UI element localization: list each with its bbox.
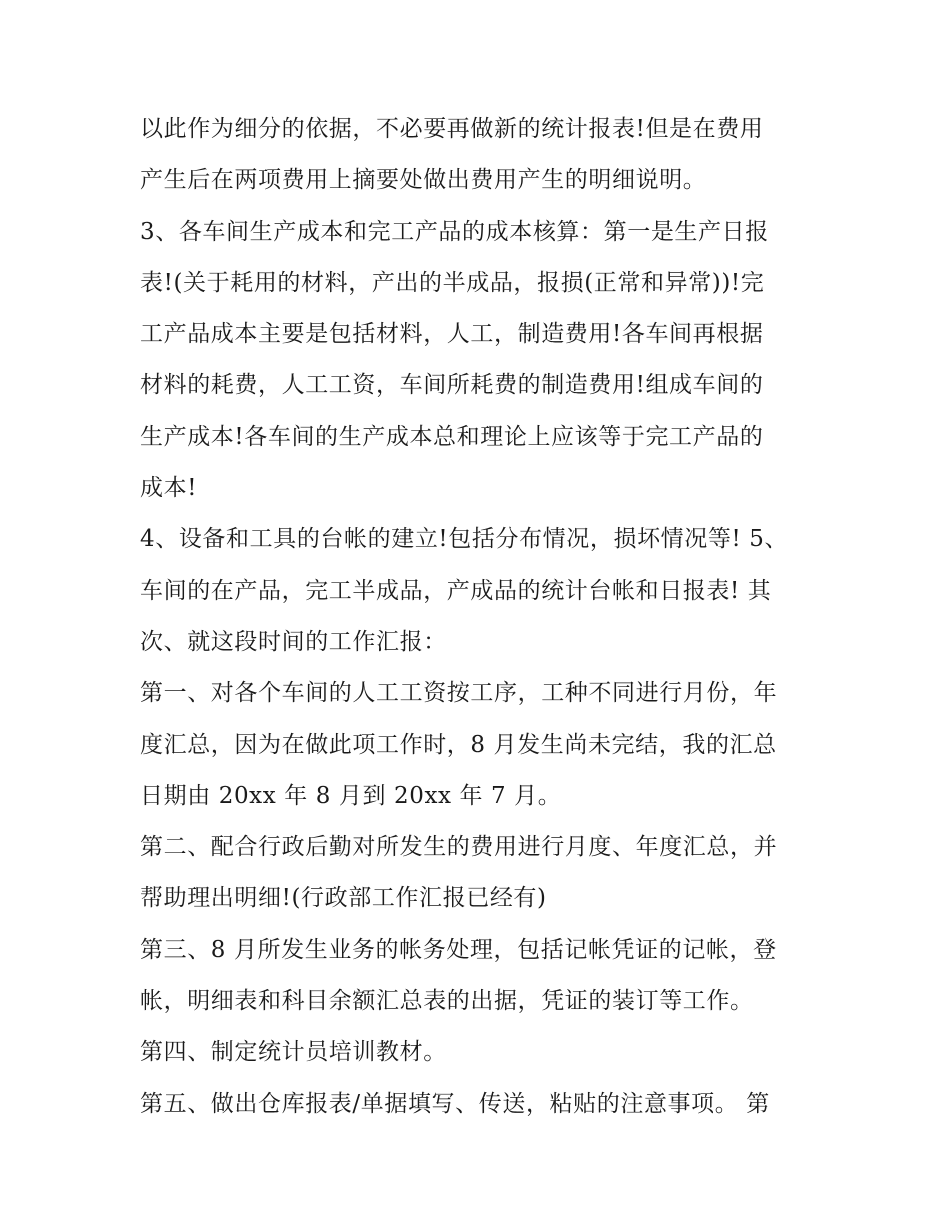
text-line: 材料的耗费，人工工资，车间所耗费的制造费用!组成车间的 — [140, 372, 764, 399]
text-line: 4、设备和工具的台帐的建立!包括分布情况，损坏情况等! 5、 — [140, 526, 789, 553]
text-line: 第四、制定统计员培训教材。 — [140, 1039, 447, 1066]
text-line: 车间的在产品，完工半成品，产成品的统计台帐和日报表! 其 — [140, 577, 772, 604]
text-line: 第一、对各个车间的人工工资按工序，工种不同进行月份，年 — [140, 680, 778, 707]
text-line: 成本! — [140, 475, 198, 502]
body-text — [140, 104, 820, 1130]
text-line: 3、各车间生产成本和完工产品的成本核算：第一是生产日报 — [140, 218, 769, 245]
text-line: 度汇总，因为在做此项工作时，8 月发生尚未完结，我的汇总 — [140, 731, 777, 758]
text-line: 表!(关于耗用的材料，产出的半成品，报损(正常和异常))!完 — [140, 269, 765, 296]
text-line: 第三、8 月所发生业务的帐务处理，包括记帐凭证的记帐，登 — [140, 936, 777, 963]
text-line: 日期由 20xx 年 8 月到 20xx 年 7 月。 — [140, 782, 562, 809]
text-line: 帮助理出明细!(行政部工作汇报已经有) — [140, 885, 547, 912]
text-line: 第二、配合行政后勤对所发生的费用进行月度、年度汇总，并 — [140, 834, 778, 861]
text-line: 产生后在两项费用上摘要处做出费用产生的明细说明。 — [140, 167, 707, 194]
text-line: 以此作为细分的依据，不必要再做新的统计报表!但是在费用 — [140, 116, 764, 142]
text-line: 帐，明细表和科目余额汇总表的出据，凭证的装订等工作。 — [140, 988, 754, 1015]
text-line: 第五、做出仓库报表/单据填写、传送，粘贴的注意事项。 第 — [140, 1090, 770, 1117]
text-line: 次、就这段时间的工作汇报： — [140, 628, 447, 655]
text-line: 生产成本!各车间的生产成本总和理论上应该等于完工产品的 — [140, 423, 764, 450]
text-line: 工产品成本主要是包括材料，人工，制造费用!各车间再根据 — [140, 321, 764, 348]
